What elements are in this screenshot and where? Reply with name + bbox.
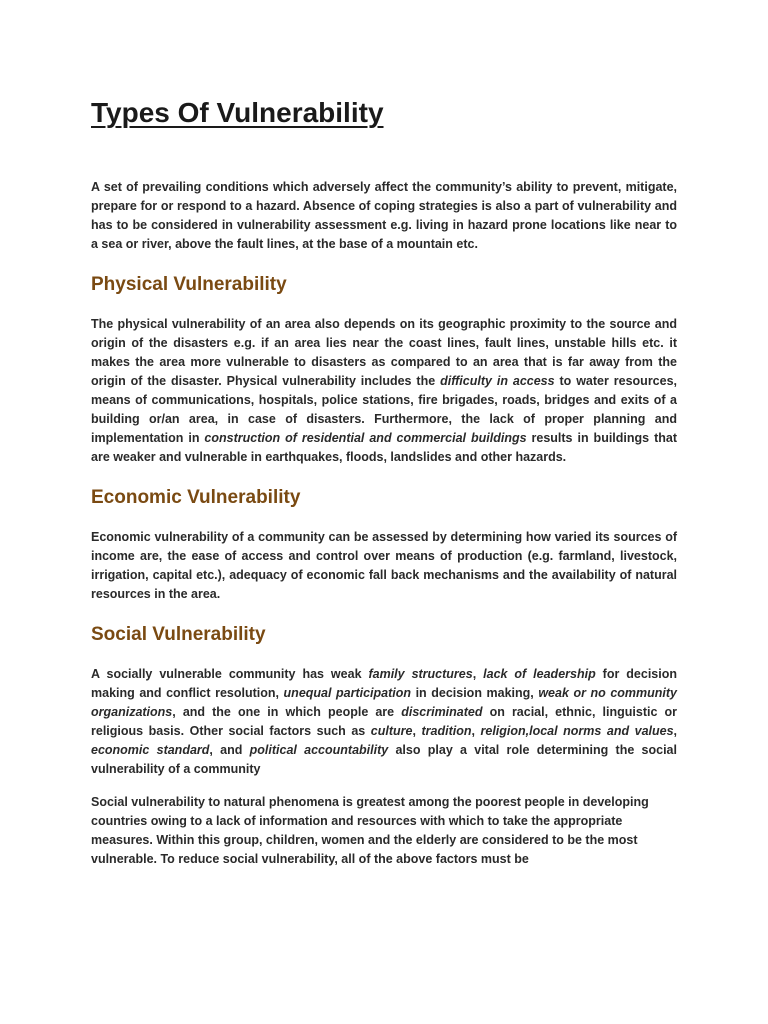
intro-paragraph: A set of prevailing conditions which adversely affect the community’s ability to prevent, mitigate, prepare for or respond to a hazard. Absence of coping strategies is also a part of vulnerability and has to be considered in vulnerability assessment e.g. living in hazard prone locations like near to a sea or river, above the fault lines, at the base of a mountain etc. [91,180,677,251]
social-vulnerability-paragraph-1 [91,665,677,779]
social-vulnerability-heading: Social Vulnerability [91,624,266,645]
social-text: , [472,667,484,681]
social-emphasis: tradition [421,724,472,738]
social-emphasis: family structures [368,667,473,681]
social-emphasis: culture [370,724,413,738]
economic-vulnerability-heading: Economic Vulnerability [91,487,301,508]
social-text: on racial, ethnic, linguistic or religious basis. Other social factors such as [91,705,677,738]
social-text: , [412,724,422,738]
physical-vulnerability-paragraph [91,315,677,467]
social-text: , [673,724,678,738]
social-text: , and [209,743,250,757]
social-text: for decision making and conflict resolution, [91,667,677,700]
social-text: also play a vital role determining the social vulnerability of a community [91,743,677,776]
social-emphasis: religion,local norms and values [480,724,674,738]
social-text: , and the one in which people are [172,705,402,719]
social-text: , [471,724,481,738]
physical-emphasis-construction: construction of residential and commercial buildings [204,431,527,445]
physical-emphasis-access: difficulty in access [440,374,555,388]
social-emphasis: lack of leadership [483,667,596,681]
social-emphasis: political accountability [249,743,389,757]
physical-text-1: The physical vulnerability of an area also depends on its geographic proximity to the source and origin of the disasters e.g. if an area lies near the coast lines, fault lines, unstable hills etc. it makes the area more vulnerable to disasters as compared to an area that is far away from the origin of the disaster. Physical vulnerability includes the [91,317,677,388]
physical-text-3: results in buildings that are weaker and vulnerable in earthquakes, floods, landslides and other hazards. [91,431,677,464]
social-emphasis: discriminated [401,705,483,719]
social-text: in decision making, [411,686,539,700]
physical-vulnerability-heading: Physical Vulnerability [91,274,287,295]
social-emphasis: economic standard [91,743,210,757]
social-vulnerability-paragraph-2: Social vulnerability to natural phenomena is greatest among the poorest people in developing countries owing to a lack of information and resources with which to take the appropriate measures. Within this group, children, women and the elderly are considered to be the most vulnerable. To reduce social vulnerability, all of the above factors must be [91,795,649,866]
social-emphasis: weak or no community organizations [91,686,677,719]
social-text: A socially vulnerable community has weak [91,667,369,681]
document-page [91,96,677,869]
physical-text-2: to water resources, means of communications, hospitals, police stations, fire brigades, roads, bridges and exits of a building or/an area, in case of disasters. Furthermore, the lack of proper planning and implementation in [91,374,678,445]
document-title: Types Of Vulnerability [91,97,384,128]
social-emphasis: unequal participation [283,686,412,700]
economic-vulnerability-paragraph: Economic vulnerability of a community can be assessed by determining how varied its sources of income are, the ease of access and control over means of production (e.g. farmland, livestock, irrigation, capital etc.), adequacy of economic fall back mechanisms and the availability of natural resources in the area. [91,530,677,601]
